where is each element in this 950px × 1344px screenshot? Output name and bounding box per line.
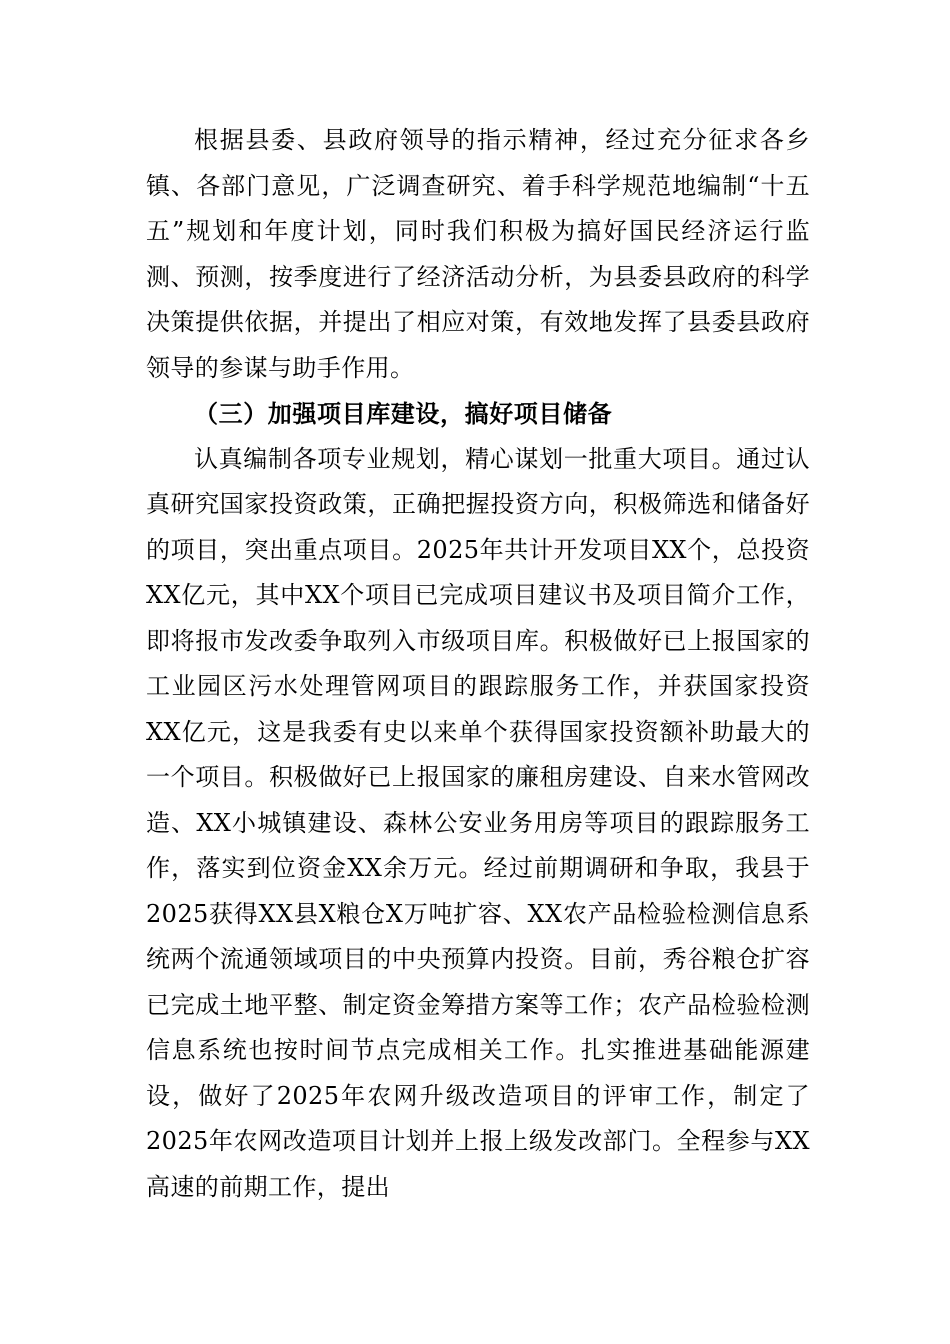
paragraph-project-library: 认真编制各项专业规划，精心谋划一批重大项目。通过认真研究国家投资政策，正确把握投资方向，积极筛选和储备好的项目，突出重点项目。2025年共计开发项目XX个，总投资XX亿元，其中XX个项目已完成项目建议书及项目简介工作，即将报市发改委争取列入市级项目库。积极做好已上报国家的工业园区污水处理管网项目的跟踪服务工作，并获国家投资XX亿元，这是我委有史以来单个获得国家投资额补助最大的一个项目。积极做好已上报国家的廉租房建设、自来水管网改造、XX小城镇建设、森林公安业务用房等项目的跟踪服务工作，落实到位资金XX余万元。经过前期调研和争取，我县于2025获得XX县X粮仓X万吨扩容、XX农产品检验检测信息系统两个流通领域项目的中央预算内投资。目前，秀谷粮仓扩容已完成土地平整、制定资金筹措方案等工作；农产品检验检测信息系统也按时间节点完成相关工作。扎实推进基础能源建设，做好了2025年农网升级改造项目的评审工作，制定了2025年农网改造项目计划并上报上级发改部门。全程参与XX高速的前期工作，提出 — [146, 444, 810, 1201]
document-body — [146, 118, 810, 1210]
section-heading-project-library: （三）加强项目库建设，搞好项目储备 — [194, 399, 613, 428]
paragraph-planning-work: 根据县委、县政府领导的指示精神，经过充分征求各乡镇、各部门意见，广泛调查研究、着手科学规范地编制“十五五”规划和年度计划，同时我们积极为搞好国民经济运行监测、预测，按季度进行了经济活动分析，为县委县政府的科学决策提供依据，并提出了相应对策，有效地发挥了县委县政府领导的参谋与助手作用。 — [146, 126, 810, 382]
